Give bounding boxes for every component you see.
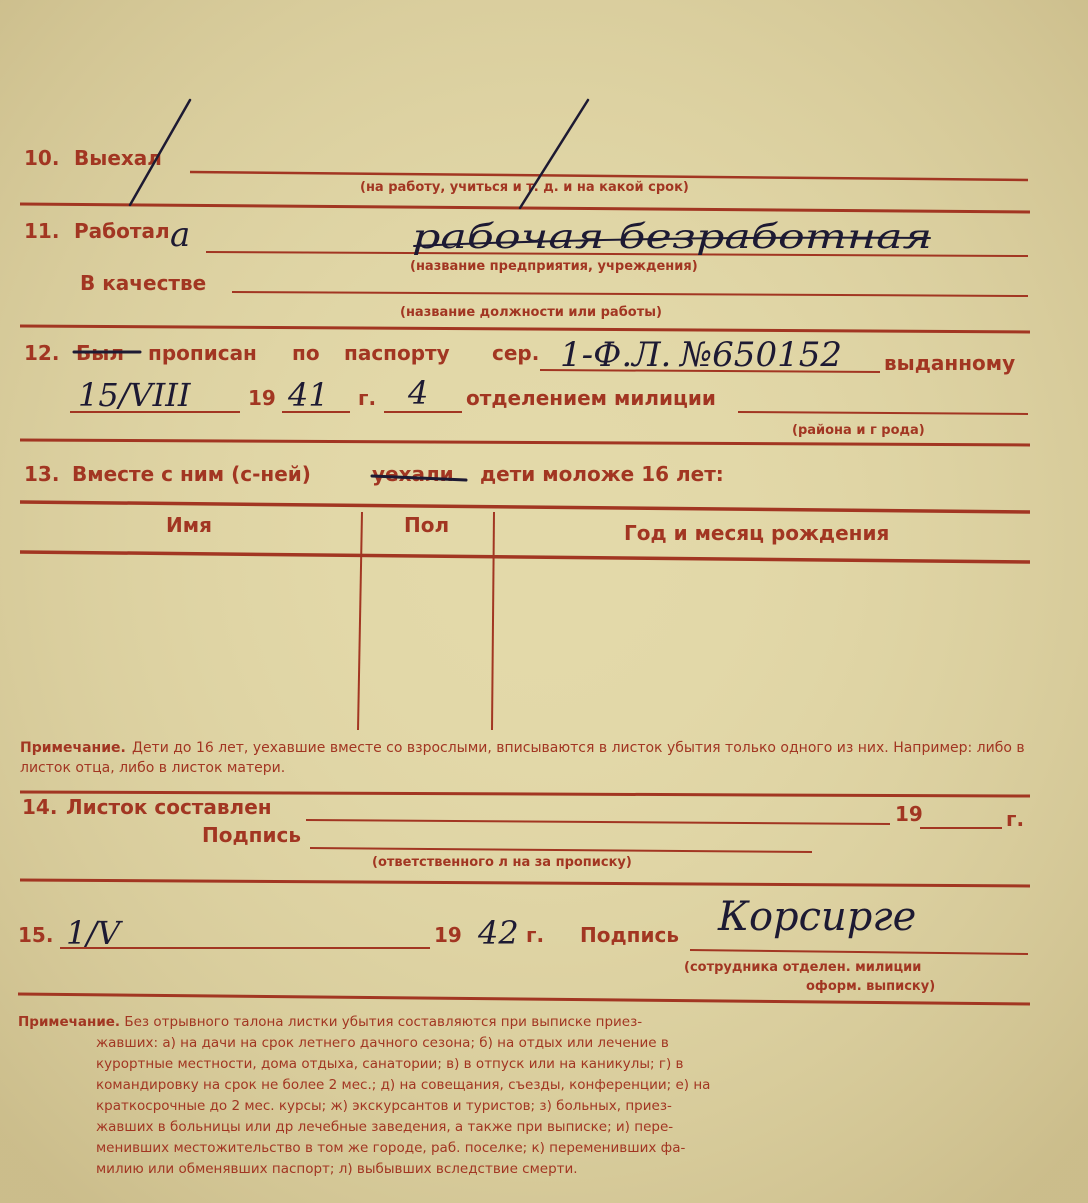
s14-sign-hint: (ответственного л на за прописку) <box>372 855 632 870</box>
footer-line: жавших: а) на дачи на срок летнего дачного сезона; б) на отдых или лечение в <box>96 1035 669 1051</box>
s11-quality-label: В качестве <box>80 271 207 295</box>
s12-series-label: сер. <box>492 341 540 365</box>
s12-number: 12. <box>24 341 60 365</box>
s12-handwritten-date: 15/VIII <box>78 376 191 414</box>
s12-handwritten-number: №650152 <box>680 335 842 375</box>
s11-number: 11. <box>24 219 60 243</box>
s13-number: 13. <box>24 462 60 486</box>
s10-label: Выехал <box>74 146 162 170</box>
s11-label: Работал <box>74 219 170 243</box>
s15-sign-label: Подпись <box>580 923 679 947</box>
s15-year-prefix: 19 <box>434 923 462 947</box>
s11-handwritten-value: рабочая безработная <box>412 217 932 257</box>
col-birth-header: Год и месяц рождения <box>624 521 890 545</box>
footer-line: командировку на срок не более 2 мес.; д) на совещания, съезды, конференции; е) на <box>96 1077 711 1093</box>
s12-handwritten-series: 1-Ф.Л. <box>560 335 672 375</box>
s12-g: г. <box>358 386 377 410</box>
footer-note-box <box>18 1012 1038 1202</box>
s11-handwritten-suffix: а <box>170 215 191 255</box>
s13-note-head: Примечание. <box>20 740 126 756</box>
s14-number: 14. <box>22 795 58 819</box>
s13-struck-word: уехали <box>372 462 454 486</box>
s12-issued-label: выданному <box>884 351 1016 375</box>
footer-line: Без отрывного талона листки убытия составляются при выписке приез- <box>124 1014 643 1030</box>
col-name-header: Имя <box>166 513 212 537</box>
s13-note-text: Дети до 16 лет, уехавшие вместе со взрослыми, вписываются в листок убытия только одного из них. Например: либо в листок отца, либо в листок матери. <box>20 740 1025 776</box>
footer-line: милию или обменявших паспорт; л) выбывших вследствие смерти. <box>96 1161 578 1177</box>
s12-handwritten-dept-no: 4 <box>408 374 429 412</box>
s13-text2: дети моложе 16 лет: <box>480 462 724 486</box>
s12-text-c: паспорту <box>344 341 450 365</box>
s14-sign-label: Подпись <box>202 823 301 847</box>
s12-struck-word: Был <box>76 341 124 365</box>
s13-text: Вместе с ним (с-ней) <box>72 462 311 486</box>
footer-line: курортные местности, дома отдыха, санатории; в) в отпуск или на каникулы; г) в <box>96 1056 684 1072</box>
s14-g: г. <box>1006 807 1025 831</box>
s15-hint2: оформ. выписку) <box>806 979 936 994</box>
s12-hint: (района и г рода) <box>792 423 925 438</box>
s11-hint: (название предприятия, учреждения) <box>410 259 698 274</box>
s10-number: 10. <box>24 146 60 170</box>
footer-note-head: Примечание. <box>18 1014 121 1030</box>
s12-handwritten-year: 41 <box>288 376 329 414</box>
s10-hint: (на работу, учиться и т. д. и на какой срок) <box>360 180 689 195</box>
s15-number: 15. <box>18 923 54 947</box>
s14-year-prefix: 19 <box>895 802 923 826</box>
col-sex-header: Пол <box>404 513 450 537</box>
s11-quality-hint: (название должности или работы) <box>400 305 662 320</box>
s12-text-b: по <box>292 341 320 365</box>
s14-label: Листок составлен <box>66 795 272 819</box>
footer-line: менивших местожительство в том же городе, раб. поселке; к) переменивших фа- <box>96 1140 686 1156</box>
s12-dept-label: отделением милиции <box>466 386 716 410</box>
s12-year-prefix: 19 <box>248 386 276 410</box>
s15-g: г. <box>526 923 545 947</box>
s12-text-a: прописан <box>148 341 257 365</box>
footer-line: жавших в больницы или др лечебные заведения, а также при выписке; и) пере- <box>96 1119 674 1135</box>
s13-note-box <box>20 738 1030 798</box>
s15-handwritten-year: 42 <box>478 914 519 952</box>
footer-line: краткосрочные до 2 мес. курсы; ж) экскурсантов и туристов; з) больных, приез- <box>96 1098 672 1114</box>
s15-handwritten-signature: Корсирге <box>718 894 917 940</box>
s15-hint1: (сотрудника отделен. милиции <box>684 960 922 975</box>
s15-handwritten-date: 1/V <box>66 914 121 952</box>
